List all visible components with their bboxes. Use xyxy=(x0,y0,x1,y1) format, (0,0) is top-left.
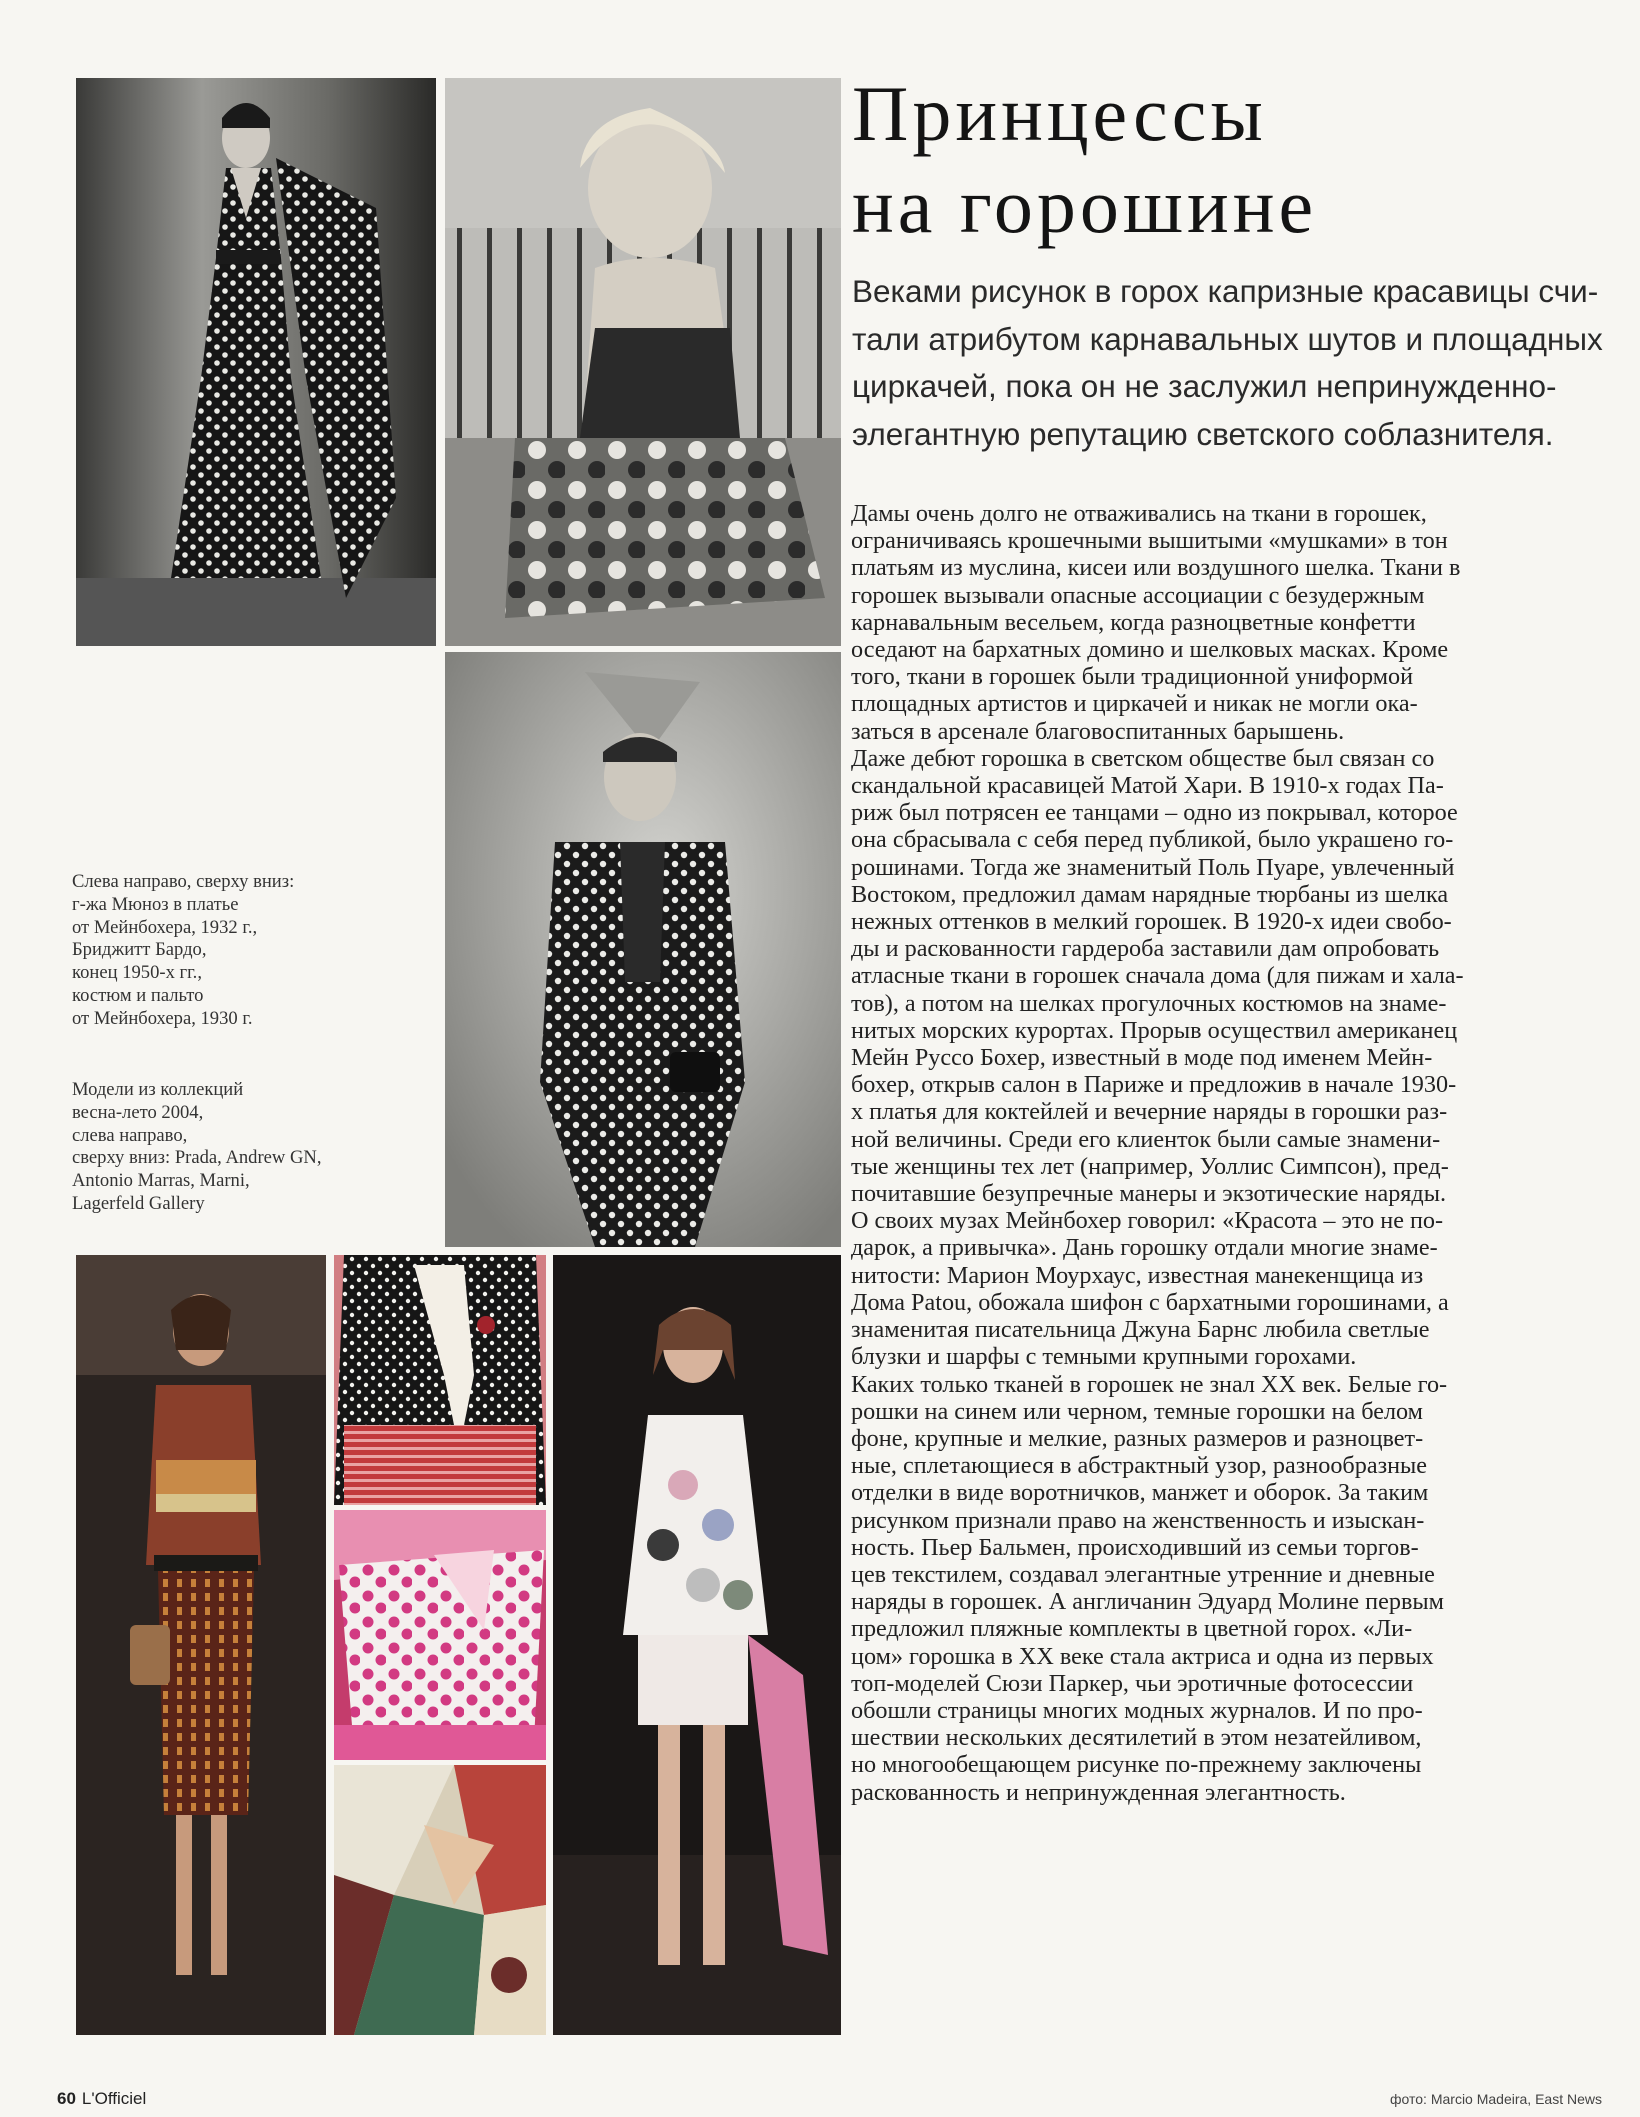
lead-line: элегантную репутацию светского соблазнителя. xyxy=(852,415,1554,452)
article-title-line: на горошине xyxy=(852,162,1318,249)
body-line: бохер, открыв салон в Париже и предложив в начале 1930- xyxy=(851,1071,1457,1099)
body-line: блузки и шарфы с темными крупными горохами. xyxy=(851,1343,1357,1371)
body-line: но многообещающем рисунке по-прежнему заключены xyxy=(851,1751,1422,1779)
body-line: Каких только тканей в горошек не знал XX век. Белые го- xyxy=(851,1370,1448,1398)
body-line: фоне, крупные и мелкие, разных размеров и разноцвет- xyxy=(851,1424,1424,1452)
body-line: предложил пляжные комплекты в цветной горох. «Ли- xyxy=(851,1615,1413,1643)
photo-credit: фото: Marcio Madeira, East News xyxy=(1390,2091,1602,2107)
body-line: О своих музах Мейнбохер говорил: «Красота – это не по- xyxy=(851,1207,1444,1235)
body-line: рошинами. Тогда же знаменитый Поль Пуаре, увлеченный xyxy=(851,853,1455,881)
body-line: она сбрасывала с себя перед публикой, было украшено го- xyxy=(851,826,1454,854)
body-line: карнавальным весельем, когда разноцветные конфетти xyxy=(851,608,1416,636)
caption-line: слева направо, xyxy=(72,1124,188,1146)
photo-munoz-1932-gown xyxy=(76,78,436,646)
body-line: нитых морских курортах. Прорыв осуществил американец xyxy=(851,1016,1458,1044)
body-line: х платья для коктейлей и вечерние наряды в горошки раз- xyxy=(851,1098,1448,1126)
body-line: обошли страницы многих модных журналов. И по про- xyxy=(851,1696,1423,1724)
photo-runway-prada xyxy=(76,1255,326,2035)
body-line: рошки на синем или черном, темные горошки на белом xyxy=(851,1397,1423,1425)
body-line: Дома Patou, обожала шифон с бархатными горошинами, а xyxy=(851,1288,1449,1316)
caption-line: г-жа Мюноз в платье xyxy=(72,893,239,915)
body-line: шествии нескольких десятилетий в этом незатейливом, xyxy=(851,1724,1422,1752)
body-line: дарок, а привычка». Дань горошку отдали многие знаме- xyxy=(851,1234,1438,1262)
body-line: раскованность и непринужденная элегантность. xyxy=(851,1778,1346,1806)
body-line: почитавшие безупречные манеры и экзотические наряды. xyxy=(851,1180,1447,1208)
body-line: ные, сплетающиеся в абстрактный узор, разнообразные xyxy=(851,1452,1428,1480)
body-line: Мейн Руссо Бохер, известный в моде под именем Мейн- xyxy=(851,1044,1433,1072)
caption-vintage-photos xyxy=(72,871,294,1031)
body-line: заться в арсенале благовоспитанных барышень. xyxy=(851,717,1345,745)
body-line: ограничиваясь крошечными вышитыми «мушками» в тон xyxy=(851,527,1448,555)
article-title xyxy=(852,68,1612,252)
photo-runway-andrew-gn xyxy=(334,1255,546,1505)
photo-runway-lagerfeld-gallery xyxy=(553,1255,841,2035)
caption-line: Бриджитт Бардо, xyxy=(72,939,207,961)
body-line: ность. Пьер Бальмен, происходивший из семьи торгов- xyxy=(851,1533,1419,1561)
caption-line: конец 1950-х гг., xyxy=(72,962,202,984)
caption-line: Модели из коллекций xyxy=(72,1079,244,1100)
caption-line: сверху вниз: Prada, Andrew GN, xyxy=(72,1147,322,1169)
caption-line: весна-лето 2004, xyxy=(72,1101,204,1123)
body-line: риж был потрясен ее танцами – одно из покрывал, которое xyxy=(851,799,1458,827)
body-line: отделки в виде воротничков, манжет и оборок. За таким xyxy=(851,1479,1429,1507)
photo-mainbocher-1930-suit xyxy=(445,652,841,1247)
body-line: топ-моделей Сюзи Паркер, чьи эротичные фотосессии xyxy=(851,1669,1414,1697)
caption-line: от Мейнбохера, 1930 г. xyxy=(72,1007,253,1029)
lead-line: Веками рисунок в горох капризные красавицы счи- xyxy=(852,273,1599,309)
body-line: ды и раскованности гардероба заставили дам опробовать xyxy=(851,935,1440,963)
body-line: наряды в горошек. А англичанин Эдуард Молине первым xyxy=(851,1588,1444,1616)
body-line: тые женщины тех лет (например, Уоллис Симпсон), пред- xyxy=(851,1152,1449,1180)
body-line: площадных артистов и циркачей и никак не могли ока- xyxy=(851,690,1418,718)
caption-line: от Мейнбохера, 1932 г., xyxy=(72,916,258,938)
caption-line: костюм и пальто xyxy=(72,984,204,1006)
article-title-line: Принцессы xyxy=(852,70,1267,157)
photo-runway-antonio-marras xyxy=(334,1510,546,1760)
caption-line: Lagerfeld Gallery xyxy=(72,1192,205,1214)
body-line: знаменитая писательница Джуна Барнс любила светлые xyxy=(851,1316,1430,1344)
caption-runway-models xyxy=(72,1079,322,1216)
caption-line: Antonio Marras, Marni, xyxy=(72,1170,250,1192)
photo-brigitte-bardot xyxy=(445,78,841,646)
body-line: Даже дебют горошка в светском обществе был связан со xyxy=(851,744,1435,772)
body-line: скандальной красавицей Матой Хари. В 1910-х годах Па- xyxy=(851,772,1444,800)
article-body xyxy=(851,500,1617,1806)
caption-line: Слева направо, сверху вниз: xyxy=(72,871,295,892)
article-lead xyxy=(852,268,1614,458)
body-line: тов), а потом на шелках прогулочных костюмов на знаме- xyxy=(851,989,1447,1017)
lead-line: тали атрибутом карнавальных шутов и площадных xyxy=(852,320,1603,357)
body-line: цев текстилем, создавал элегантные утренние и дневные xyxy=(851,1560,1435,1588)
magazine-name: L'Officiel xyxy=(81,2089,147,2108)
body-line: того, ткани в горошек были традиционной униформой xyxy=(851,663,1414,691)
body-line: цом» горошка в XX веке стала актриса и одна из первых xyxy=(851,1642,1434,1670)
body-line: горошек вызывали опасные ассоциации с безудержным xyxy=(851,581,1425,609)
photo-runway-marni xyxy=(334,1765,546,2035)
body-line: нежных оттенков в мелкий горошек. В 1920-х идеи свобо- xyxy=(851,908,1452,936)
body-line: рисунком признали право на женственность и изыскан- xyxy=(851,1506,1425,1534)
body-line: нитости: Марион Моурхаус, известная манекенщица из xyxy=(851,1261,1424,1289)
body-line: оседают на бархатных домино и шелковых масках. Кроме xyxy=(851,636,1449,664)
body-line: Востоком, предложил дамам нарядные тюрбаны из шелка xyxy=(851,880,1449,908)
body-line: Дамы очень долго не отваживались на ткани в горошек, xyxy=(851,500,1427,527)
page-number: 60 xyxy=(57,2089,76,2108)
body-line: платьям из муслина, кисеи или воздушного шелка. Ткани в xyxy=(851,554,1461,582)
page-folio xyxy=(57,2089,146,2109)
body-line: ной величины. Среди его клиенток были самые знамени- xyxy=(851,1125,1441,1153)
body-line: атласные ткани в горошек сначала дома (для пижам и хала- xyxy=(851,962,1464,990)
lead-line: циркачей, пока он не заслужил непринужденно- xyxy=(852,368,1557,404)
